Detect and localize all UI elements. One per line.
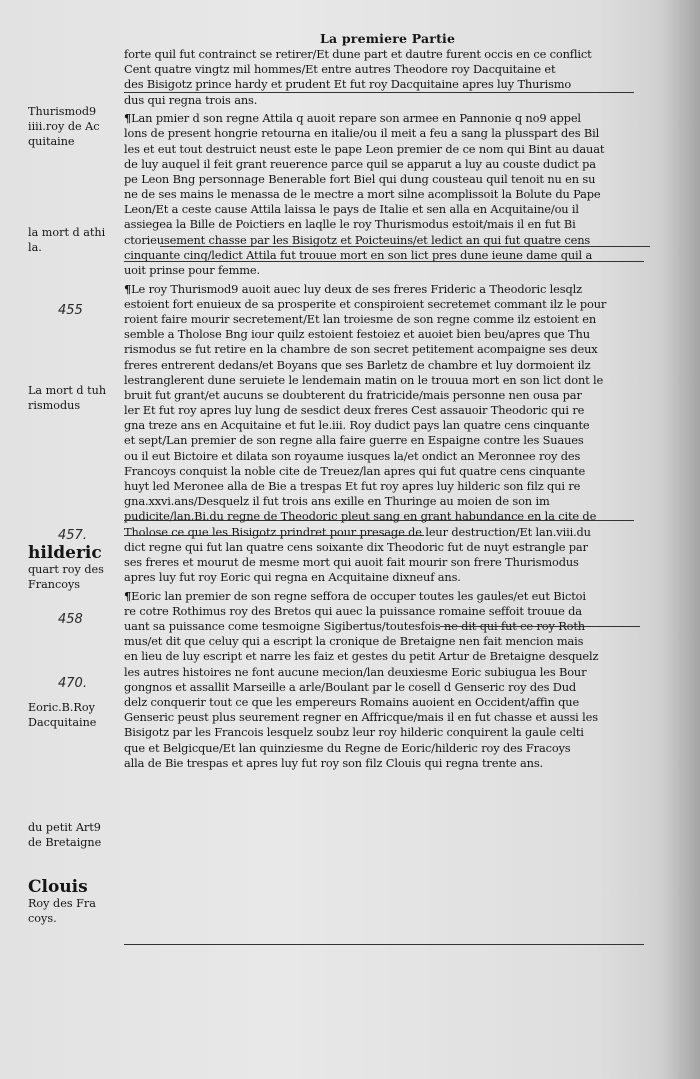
text-line: gna.xxvi.ans/Desquelz il fut trois ans exille en Thuringe au moien de son im	[124, 494, 550, 509]
margin-note-clouis: Clouis Roy des Fra coys.	[28, 877, 96, 925]
text-line: ¶Lan pmier d son regne Attila q auoit repare son armee en Pannonie q no9 appel	[124, 111, 581, 126]
ink-underline	[440, 626, 640, 627]
text-line: ou il eut Bictoire et dilata son royaume iusques la/et ondict an Meronnee roy des	[124, 448, 581, 463]
pilcrow-icon: ¶	[124, 111, 132, 126]
main-text-block	[124, 47, 650, 771]
pilcrow-icon: ¶	[124, 588, 132, 603]
ink-underline	[124, 944, 644, 945]
text-line: Leon/Et a ceste cause Attila laissa le pays de Italie et sen alla en Acquitaine/ou il	[124, 202, 579, 217]
text-line: re cotre Rothimus roy des Bretos qui auec la puissance romaine seffoit trouue da	[124, 603, 582, 618]
paragraph-3	[124, 282, 650, 586]
text-line: les et eut tout destruict neust este le pape Leon premier de ce nom qui Bint au dauat	[124, 141, 605, 156]
paragraph-2	[124, 111, 650, 278]
text-line: les autres histoires ne font aucune mecion/lan deuxiesme Eoric subiugua les Bour	[124, 664, 587, 679]
text-line: ¶Eoric lan premier de son regne seffora de occuper toutes les gaules/et eut Bictoi	[124, 588, 586, 603]
ink-underline	[124, 92, 634, 93]
ink-underline	[124, 261, 644, 262]
paragraph-4	[124, 589, 650, 771]
text-line: alla de Bie trespas et apres luy fut roy son filz Clouis qui regna trente ans.	[124, 755, 543, 770]
text-line: gongnos et assallit Marseille a arle/Boulant par le cosell d Genseric roy des Dud	[124, 679, 577, 694]
page-edge-shadow	[660, 0, 700, 1079]
margin-note-attila-death: la mort d athi la.	[28, 226, 106, 254]
margin-note-petit-artur: du petit Art9 de Bretaigne	[28, 821, 102, 849]
handwritten-year-455: 455	[58, 303, 83, 318]
text-line: forte quil fut contrainct se retirer/Et dune part et dautre furent occis en ce conflict	[124, 47, 592, 61]
text-line: dus qui regna trois ans.	[124, 92, 258, 107]
text-line: bruit fut grant/et aucuns se doubterent du fratricide/mais personne nen ousa par	[124, 387, 582, 402]
text-line: dict regne qui fut lan quatre cens soixante dix Theodoric fut de nuyt estrangle par	[124, 539, 588, 554]
text-line: apres luy fut roy Eoric qui regna en Acquitaine dixneuf ans.	[124, 570, 461, 585]
text-line: pe Leon Bng personnage Benerable fort Biel qui dung cousteau quil tenoit nu en su	[124, 171, 596, 186]
ink-underline	[124, 535, 424, 536]
text-line: huyt led Meronee alla de Bie a trespas Et fut roy apres luy hilderic son filz qui re	[124, 479, 581, 494]
text-line: ctorieusement chasse par les Bisigotz et Poicteuins/et ledict an qui fut quatre cens	[124, 232, 591, 247]
text-line: des Bisigotz prince hardy et prudent Et fut roy Dacquitaine apres luy Thurismo	[124, 77, 572, 92]
handwritten-year-458: 458	[58, 612, 83, 627]
text-line: cinquante cinq/ledict Attila fut trouue mort en son lict pres dune ieune dame quil a	[124, 247, 593, 262]
text-line: gna treze ans en Acquitaine et fut le.iii. Roy dudict pays lan quatre cens cinquante	[124, 418, 590, 433]
ink-underline	[160, 246, 650, 247]
text-line: mus/et dit que celuy qui a escript la cronique de Bretaigne nen fait mencion mais	[124, 634, 584, 649]
pilcrow-icon: ¶	[124, 281, 132, 296]
handwritten-year-470: 470.	[58, 676, 87, 691]
margin-note-thurismodus: Thurismod9 iiii.roy de Ac quitaine	[28, 105, 100, 148]
margin-note-eoric: Eoric.B.Roy Dacquitaine	[28, 701, 97, 729]
text-line: de luy auquel il feit grant reuerence parce quil se apparut a luy au couste dudict pa	[124, 156, 596, 171]
text-line: que et Belgicque/Et lan quinziesme du Regne de Eoric/hilderic roy des Fracoys	[124, 740, 571, 755]
text-line: assiegea la Bille de Poictiers en laqlle le roy Thurismodus estoit/mais il en fut Bi	[124, 217, 576, 232]
text-line: ¶Le roy Thurismod9 auoit auec luy deux de ses freres Frideric a Theodoric lesqlz	[124, 281, 582, 296]
text-line: Tholose ce que les Bisigotz prindret pour presage de leur destruction/Et lan.viii.du	[124, 524, 591, 539]
text-line: roient faire mourir secretement/Et lan troiesme de son regne comme ilz estoient en	[124, 311, 597, 326]
text-line: en lieu de luy escript et narre les faiz et gestes du petit Artur de Bretaigne desquelz	[124, 649, 599, 664]
text-line: Cent quatre vingtz mil hommes/Et entre autres Theodore roy Dacquitaine et	[124, 62, 556, 77]
text-line: pudicite/lan.Bi.du regne de Theodoric pleut sang en grant habundance en la cite de	[124, 509, 597, 524]
text-line: Genseric peust plus seurement regner en Affricque/mais il en fut chasse et aussi les	[124, 710, 598, 725]
text-line: rismodus se fut retire en la chambre de son secret petitement acompaigne ses deux	[124, 342, 598, 357]
text-line: ler Et fut roy apres luy lung de sesdict deux freres Cest assauoir Theodoric qui re	[124, 403, 585, 418]
text-line: lons de present hongrie retourna en italie/ou il meit a feu a sang la plusspart des Bil	[124, 126, 600, 141]
text-line: ses freres et mourut de mesme mort qui auoit fait mourir son frere Thurismodus	[124, 554, 579, 569]
paragraph-1	[124, 47, 650, 108]
running-heading: La premiere Partie	[320, 31, 456, 46]
margin-note-hilderic: hilderic quart roy des Francoys	[28, 543, 104, 591]
margin-note-thurismodus-death: La mort d tuh rismodus	[28, 384, 107, 412]
text-line: uant sa puissance come tesmoigne Sigibertus/toutesfois ne dit qui fut ce roy Roth	[124, 619, 585, 634]
handwritten-year-457: 457.	[58, 528, 87, 543]
text-line: ne de ses mains le menassa de le mectre a mort silne acomplissoit la Bolute du Pape	[124, 187, 601, 202]
text-line: uoit prinse pour femme.	[124, 263, 260, 278]
text-line: lestranglerent dune seruiete le lendemain matin on le trouua mort en son lict dont le	[124, 372, 604, 387]
text-line: delz conquerir tout ce que les empereurs Romains auoient en Occident/affin que	[124, 695, 580, 710]
ink-underline	[124, 520, 634, 521]
text-line: freres entrerent dedans/et Boyans que ses Barletz de chambre et luy dormoient ilz	[124, 357, 591, 372]
text-line: Bisigotz par les Francois lesquelz soubz leur roy hilderic conquirent la gaule celti	[124, 725, 584, 740]
text-line: Francoys conquist la noble cite de Treuez/lan apres qui fut quatre cens cinquante	[124, 463, 586, 478]
text-line: et sept/Lan premier de son regne alla faire guerre en Espaigne contre les Suaues	[124, 433, 584, 448]
text-line: semble a Tholose Bng iour quilz estoient festoiez et auoiet bien beu/apres que Thu	[124, 327, 590, 342]
text-line: estoient fort enuieux de sa prosperite et conspiroient secretemet commant ilz le pour	[124, 296, 607, 311]
